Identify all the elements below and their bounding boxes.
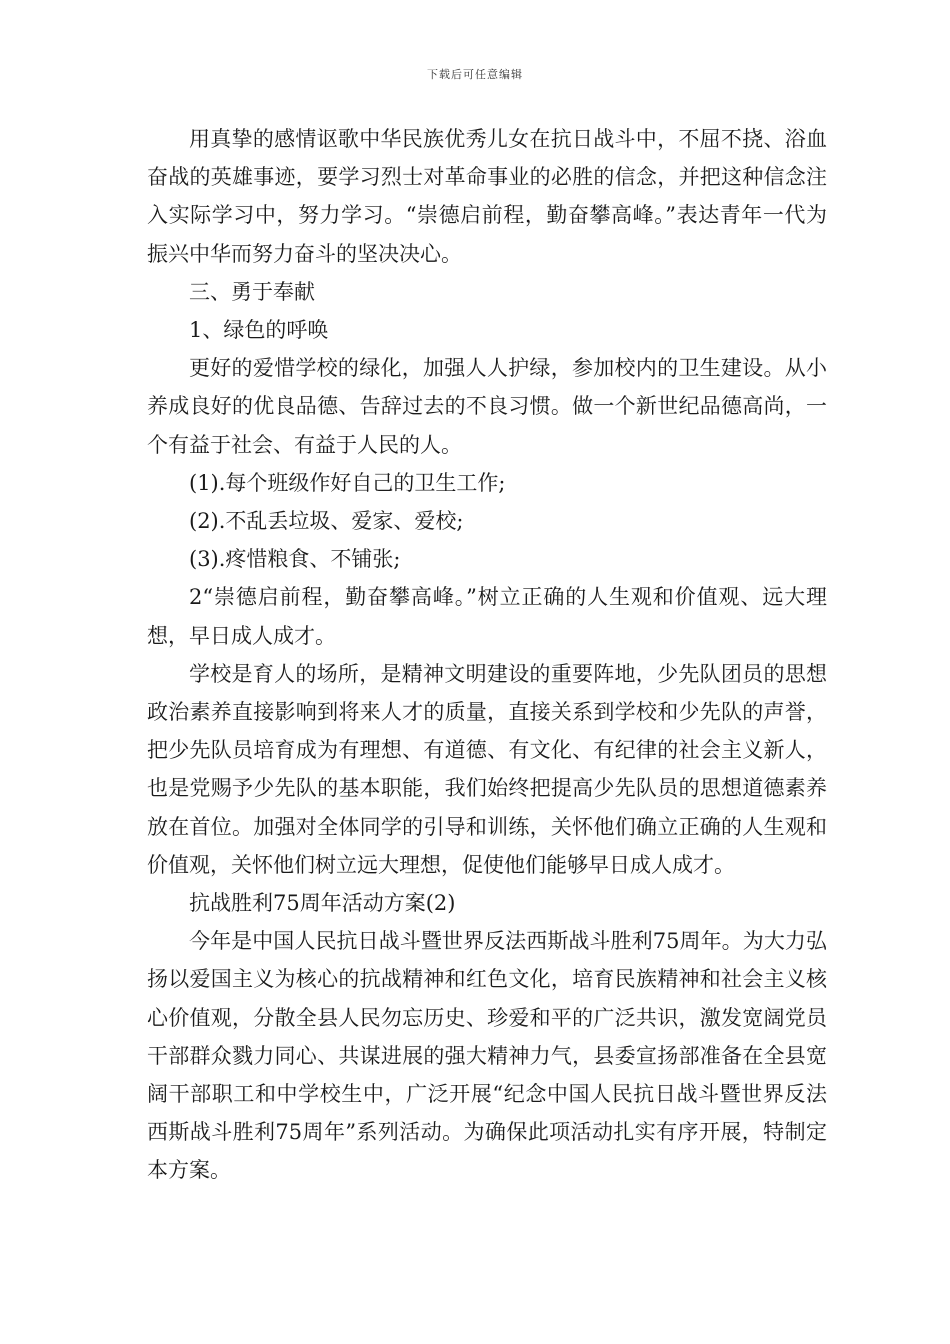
list-item-2: (2).不乱丢垃圾、爱家、爱校; bbox=[189, 509, 464, 534]
list-item-1: (1).每个班级作好自己的卫生工作; bbox=[189, 470, 506, 495]
document-body bbox=[147, 120, 827, 1190]
list-item-3: (3).疼惜粮食、不铺张; bbox=[189, 547, 401, 572]
page-header: 下载后可任意编辑 bbox=[427, 68, 523, 81]
paragraph-5: 今年是中国人民抗日战斗暨世界反法西斯战斗胜利75周年。为大力弘扬以爱国主义为核心的抗战精神和红色文化，培育民族精神和社会主义核心价值观，分散全县人民勿忘历史、珍爱和平的广泛共识，激发宽阔党员干部群众戮力同心、共谋进展的强大精神力气，县委宣扬部准备在全县宽阔干部职工和中学校生中，广泛开展“纪念中国人民抗日战斗暨世界反法西斯战斗胜利75周年”系列活动。为确保此项活动扎实有序开展，特制定本方案。 bbox=[147, 929, 827, 1183]
paragraph-2: 更好的爱惜学校的绿化，加强人人护绿，参加校内的卫生建设。从小养成良好的优良品德、告辞过去的不良习惯。做一个新世纪品德高尚，一个有益于社会、有益于人民的人。 bbox=[147, 356, 827, 457]
paragraph-3: 2“崇德启前程，勤奋攀高峰。”树立正确的人生观和价值观、远大理想，早日成人成才。 bbox=[147, 585, 827, 648]
document-subtitle: 抗战胜利75周年活动方案(2) bbox=[189, 891, 456, 916]
section-heading: 三、勇于奉献 bbox=[189, 279, 315, 304]
paragraph-4: 学校是育人的场所，是精神文明建设的重要阵地，少先队团员的思想政治素养直接影响到将来人才的质量，直接关系到学校和少先队的声誉，把少先队员培育成为有理想、有道德、有文化、有纪律的社会主义新人，也是党赐予少先队的基本职能，我们始终把提高少先队员的思想道德素养放在首位。加强对全体同学的引导和训练，关怀他们确立正确的人生观和价值观，关怀他们树立远大理想，促使他们能够早日成人成才。 bbox=[147, 661, 827, 877]
subsection-heading: 1、绿色的呼唤 bbox=[189, 318, 329, 343]
paragraph-1: 用真挚的感情讴歌中华民族优秀儿女在抗日战斗中，不屈不挠、浴血奋战的英雄事迹，要学习烈士对革命事业的必胜的信念，并把这种信念注入实际学习中，努力学习。“崇德启前程，勤奋攀高峰。”表达青年一代为振兴中华而努力奋斗的坚决决心。 bbox=[147, 127, 827, 266]
